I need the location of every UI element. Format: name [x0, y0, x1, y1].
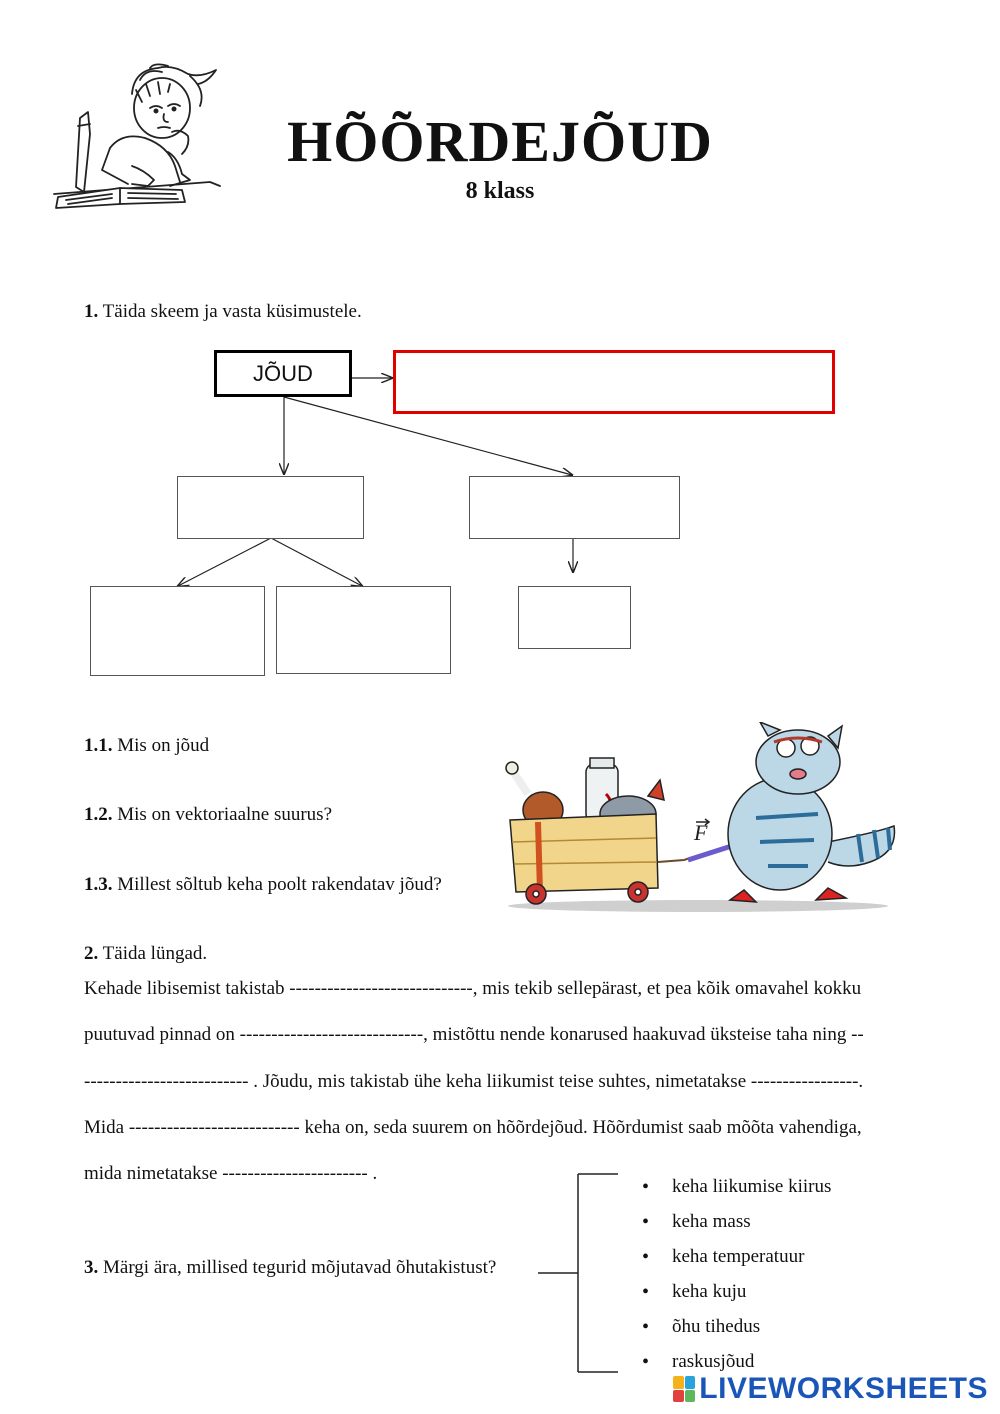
page-subtitle: 8 klass: [465, 178, 535, 204]
task3-number: 3.: [84, 1257, 99, 1278]
task2-heading: [84, 943, 207, 965]
liveworksheets-logo-text: LIVEWORKSHEETS: [699, 1372, 988, 1405]
question-number: 1.1.: [84, 735, 113, 756]
fill-blank-line-2[interactable]: puutuvad pinnad on -----------------------------, mistõttu nende konarused haakuvad üksteise taha ning --: [84, 1024, 864, 1045]
option-item[interactable]: • keha liikumise kiirus: [640, 1176, 831, 1211]
diagram-left-leaf-1-input-box[interactable]: [90, 586, 265, 676]
task2-number: 2.: [84, 943, 99, 964]
fill-blank-line-4[interactable]: Mida --------------------------- keha on, seda suurem on hõõrdejõud. Hõõrdumist saab mõõta vahendiga,: [84, 1117, 862, 1138]
question-text: Mis on jõud: [117, 735, 210, 756]
diagram-right-branch-input-box[interactable]: [469, 476, 680, 539]
task3-text: Märgi ära, millised tegurid mõjutavad õhutakistust?: [103, 1257, 497, 1278]
diagram-left-branch-input-box[interactable]: [177, 476, 364, 539]
option-item[interactable]: • keha kuju: [640, 1281, 831, 1316]
diagram-right-leaf-input-box[interactable]: [518, 586, 631, 649]
option-item[interactable]: • õhu tihedus: [640, 1316, 831, 1351]
fill-blank-line-5[interactable]: mida nimetatakse ----------------------- .: [84, 1163, 378, 1184]
task3-bracket: [530, 1168, 622, 1378]
page-title: HÕÕRDEJÕUD: [287, 109, 713, 174]
option-item[interactable]: • raskusjõud: [640, 1351, 831, 1386]
diagram-left-leaf-2-input-box[interactable]: [276, 586, 451, 674]
liveworksheets-logo: [673, 1372, 988, 1406]
option-item[interactable]: • keha temperatuur: [640, 1246, 831, 1281]
task3-question: [84, 1257, 496, 1279]
question-1-1: [84, 735, 209, 757]
question-1-3: [84, 874, 442, 896]
arrow-to-left-leaf-2: [271, 538, 362, 586]
task1-number: 1.: [84, 301, 99, 322]
question-number: 1.2.: [84, 804, 113, 825]
task1-text: Täida skeem ja vasta küsimustele.: [102, 301, 362, 322]
question-1-2: [84, 804, 332, 826]
task2-text: Täida lüngad.: [102, 943, 208, 964]
diagram-root-label: JÕUD: [253, 360, 313, 386]
diagram-root-box: [214, 350, 352, 397]
question-number: 1.3.: [84, 874, 113, 895]
fill-blank-line-1[interactable]: Kehade libisemist takistab -----------------------------, mis tekib sellepärast, et pea kõik omavahel kokku: [84, 978, 862, 999]
arrow-to-left-leaf-1: [178, 538, 271, 586]
task3-options-list: [640, 1176, 831, 1386]
fill-blank-line-3[interactable]: -------------------------- . Jõudu, mis takistab ühe keha liikumist teise suhtes, nimetatakse -----------------.: [84, 1071, 864, 1092]
force-label: F: [694, 820, 708, 845]
question-text: Mis on vektoriaalne suurus?: [117, 804, 333, 825]
diagram-definition-input-box[interactable]: [393, 350, 835, 414]
option-item[interactable]: • keha mass: [640, 1211, 831, 1246]
cat-pulling-cart-illustration: [498, 722, 898, 917]
question-text: Millest sõltub keha poolt rakendatav jõud?: [117, 874, 442, 895]
liveworksheets-logo-icon: [673, 1376, 695, 1402]
